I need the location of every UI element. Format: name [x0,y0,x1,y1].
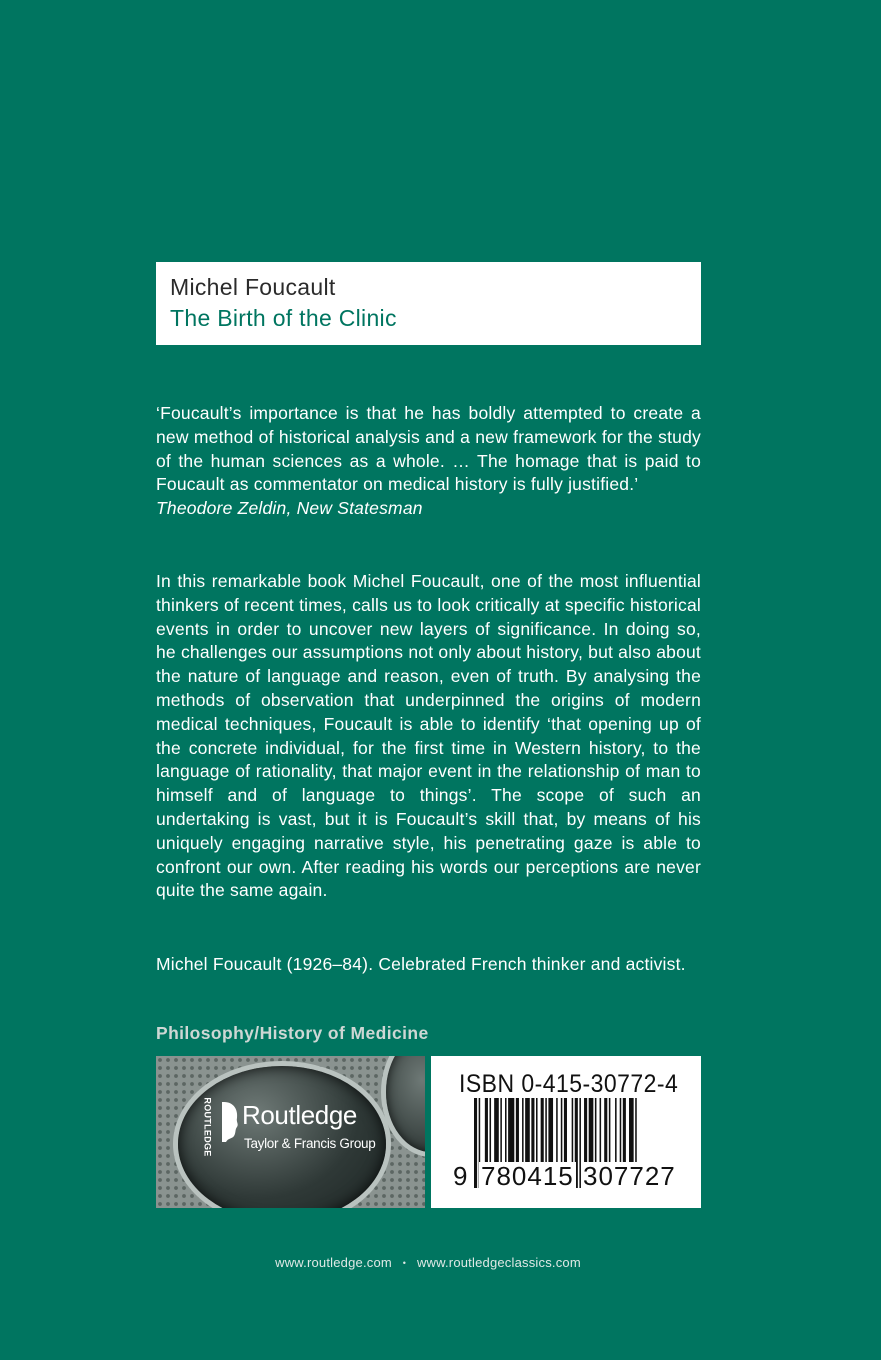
barcode-bar [474,1098,477,1188]
book-title: The Birth of the Clinic [170,305,397,331]
footer-separator: • [402,1258,407,1268]
quote-attribution: Theodore Zeldin, New Statesman [156,498,423,519]
footer-link-routledge-classics[interactable]: www.routledgeclassics.com [416,1255,581,1270]
author-bio: Michel Foucault (1926–84). Celebrated French thinker and activist. [156,954,686,974]
isbn-label: ISBN 0-415-30772-4 [459,1070,679,1098]
title-box [156,262,701,345]
publisher-group: Taylor & Francis Group [244,1136,376,1151]
blister-pill-image [386,1056,425,1152]
review-quote [156,402,701,521]
barcode-digits-left: 780415 [481,1161,574,1191]
footer-link-routledge[interactable]: www.routledge.com [275,1255,392,1270]
publisher-logo-panel [156,1056,425,1208]
routledge-spine-mark: ROUTLEDGE [203,1097,214,1157]
quote-text: ‘Foucault’s importance is that he has boldly attempted to create a new method of historical analysis and a new framework for the study of the human sciences as a whole. … The homage that is paid to Foucault as commentator on medical history is fully justified.’ [156,403,701,495]
subject-category: Philosophy/History of Medicine [156,1023,429,1043]
barcode-panel [431,1056,701,1208]
barcode-digits-right: 307727 [583,1161,676,1191]
book-description: In this remarkable book Michel Foucault, one of the most influential thinkers of recent times, calls us to look critically at specific historical events in order to uncover new layers of significance. In doing so, he challenges our assumptions not only about history, but also about the nature of language and reason, even of truth. By analysing the methods of observation that underpinned the origins of modern medical techniques, Foucault is able to identify ‘that opening up of the concrete individual, for the first time in Western history, to the language of rationality, that major event in the relationship of man to himself and of language to things’. The scope of such an undertaking is vast, but it is Foucault’s skill that, by means of his uniquely engaging narrative style, his penetrating gaze is able to confront our own. After reading his words our perceptions are never quite the same again. [156,571,701,901]
barcode-digit-lead: 9 [453,1161,468,1191]
routledge-head-icon [220,1100,240,1144]
author-name: Michel Foucault [170,274,336,300]
publisher-name: Routledge [242,1100,357,1130]
footer [0,1255,856,1270]
